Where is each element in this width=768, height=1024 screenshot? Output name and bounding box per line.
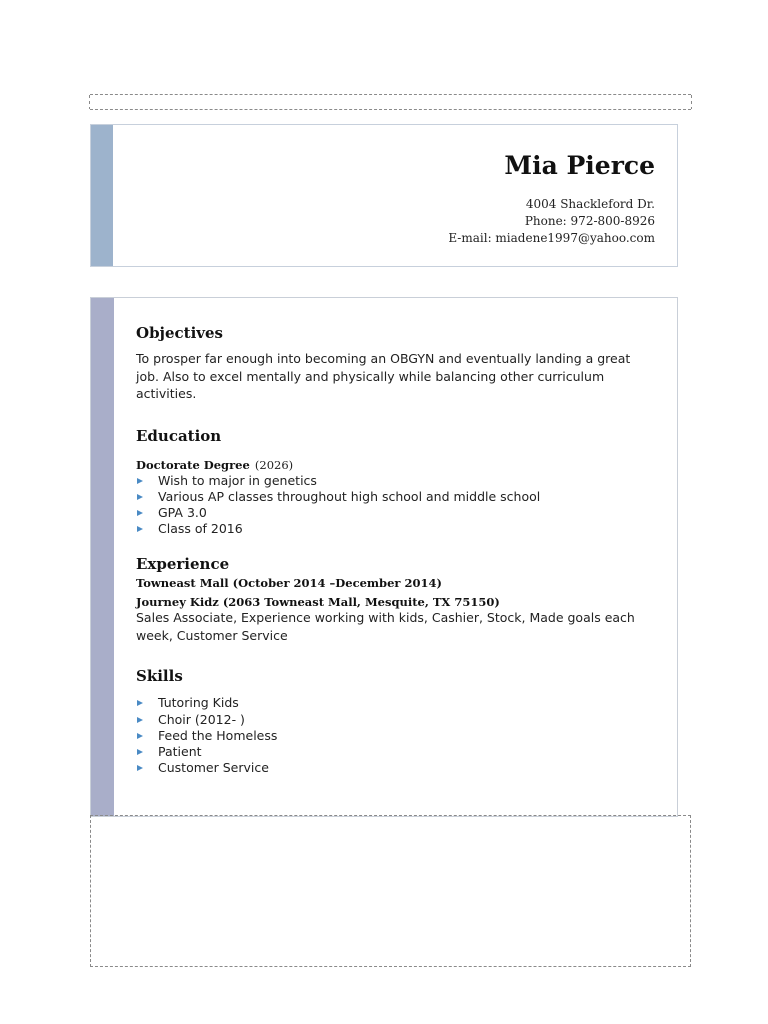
resume-content xyxy=(136,324,646,776)
bullet-arrow-icon xyxy=(137,494,143,500)
job-journey-kidz: Journey Kidz (2063 Towneast Mall, Mesquite, TX 75150) xyxy=(136,595,500,610)
bullet-arrow-icon xyxy=(137,749,143,755)
email: E-mail: miadene1997@yahoo.com xyxy=(448,231,655,245)
education-list xyxy=(136,473,646,538)
list-item: Class of 2016 xyxy=(136,521,646,537)
contact-info xyxy=(448,196,655,247)
list-item: Feed the Homeless xyxy=(136,728,646,744)
objectives-text: To prosper far enough into becoming an OBGYN and eventually landing a great job. Also to excel mentally and physically while balancing other curriculum activities. xyxy=(136,351,631,401)
degree-year: (2026) xyxy=(254,457,294,472)
education-title: Education xyxy=(136,426,222,445)
list-item: Tutoring Kids xyxy=(136,695,646,711)
header-placeholder-region xyxy=(90,94,691,110)
list-item: Patient xyxy=(136,744,646,760)
header-box xyxy=(90,124,678,267)
list-item: GPA 3.0 xyxy=(136,505,646,521)
bullet-arrow-icon xyxy=(137,478,143,484)
bullet-arrow-icon xyxy=(137,510,143,516)
experience-title: Experience xyxy=(136,555,230,574)
degree-line xyxy=(136,454,646,473)
list-item: Choir (2012- ) xyxy=(136,712,646,728)
objectives-title: Objectives xyxy=(136,324,223,342)
list-item: Wish to major in genetics xyxy=(136,473,646,489)
degree-name: Doctorate Degree xyxy=(136,457,250,472)
bullet-arrow-icon xyxy=(137,717,143,723)
bullet-arrow-icon xyxy=(137,733,143,739)
bullet-arrow-icon xyxy=(137,765,143,771)
footer-placeholder-region xyxy=(90,815,691,967)
experience-description: Sales Associate, Experience working with kids, Cashier, Stock, Made goals each week, Customer Service xyxy=(136,610,635,643)
body-accent-bar xyxy=(91,298,114,816)
bullet-arrow-icon xyxy=(137,700,143,706)
list-item: Customer Service xyxy=(136,760,646,776)
bullet-arrow-icon xyxy=(137,526,143,532)
resume-body xyxy=(90,297,678,817)
skills-list xyxy=(136,695,646,776)
header-accent-bar xyxy=(91,125,113,266)
skills-title: Skills xyxy=(136,667,183,686)
phone: Phone: 972-800-8926 xyxy=(524,214,655,228)
candidate-name: Mia Pierce xyxy=(504,151,655,180)
job-towneast: Towneast Mall (October 2014 –December 2014) xyxy=(136,576,442,591)
address: 4004 Shackleford Dr. xyxy=(525,197,655,211)
list-item: Various AP classes throughout high school and middle school xyxy=(136,489,646,505)
